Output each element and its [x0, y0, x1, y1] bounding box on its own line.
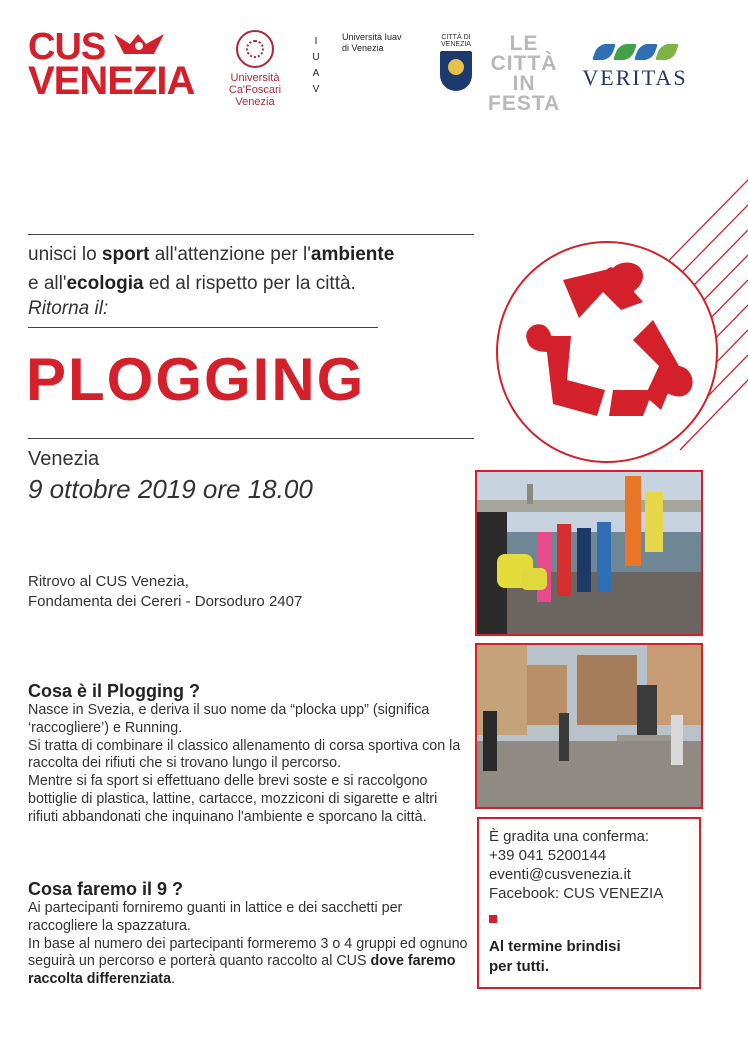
what-is-para1: Nasce in Svezia, e deriva il suo nome da “plocka upp” (significa ‘raccogliere’) e Running.: [28, 702, 430, 736]
plan-heading: Cosa faremo il 9 ?: [28, 879, 184, 899]
veritas-waves-icon: [580, 44, 690, 60]
what-is-section: [28, 680, 468, 827]
iuav-line2: di Venezia: [342, 43, 384, 53]
plan-para1: Ai partecipanti forniremo guanti in lattice e dei sacchetti per raccogliere la spazzatura.: [28, 900, 403, 934]
citta-in-festa-logo: [488, 34, 560, 114]
page-title: PLOGGING: [26, 346, 366, 413]
citta-di-venezia-logo: [436, 34, 476, 91]
plan-para2-text: In base al numero dei partecipanti formeremo 3 o 4 gruppi ed ognuno seguirà un percorso e porterà quanto raccolto al CUS: [28, 935, 468, 970]
veritas-wordmark: VERITAS: [582, 65, 688, 90]
veritas-logo: [580, 44, 690, 91]
ritorna-rule: [28, 327, 378, 328]
what-is-heading: Cosa è il Plogging ?: [28, 681, 201, 701]
contact-email[interactable]: eventi@cusvenezia.it: [489, 866, 631, 883]
contact-line1: È gradita una conferma:: [489, 828, 650, 845]
intro-bold-sport: sport: [101, 244, 150, 265]
group-photo: [475, 470, 703, 636]
cafoscari-line2: Ca'Foscari: [228, 84, 282, 96]
event-city: Venezia: [28, 448, 100, 470]
recycle-hearts-icon: [493, 240, 721, 464]
intro-text-segment: e all': [28, 273, 67, 294]
cafoscari-line3: Venezia: [235, 96, 275, 108]
cus-logo-line2: VENEZIA: [28, 59, 195, 103]
plan-section: [28, 878, 468, 989]
meeting-line2: Fondamenta dei Cereri - Dorsoduro 2407: [28, 593, 303, 610]
plan-para2-end: .: [171, 971, 176, 988]
iuav-logo: [342, 32, 402, 54]
intro-line1: [28, 240, 488, 269]
toast-line2: per tutti.: [489, 958, 549, 975]
iuav-letter: U: [312, 52, 320, 63]
intro-bold-ecologia: ecologia: [66, 273, 144, 294]
what-is-para2: Si tratta di combinare il classico allenamento di corsa sportiva con la raccolta dei rifiuti che si trovano lungo il percorso.: [28, 737, 461, 772]
cafoscari-logo: [215, 30, 295, 108]
iuav-line1: Università Iuav: [342, 32, 402, 42]
contact-phone[interactable]: +39 041 5200144: [489, 847, 607, 864]
toast-line1: Al termine brindisi: [489, 938, 621, 955]
title-rule: [28, 438, 474, 439]
intro-text: [28, 240, 488, 298]
meeting-point: [28, 572, 302, 612]
event-date: 9 ottobre 2019 ore 18.00: [28, 474, 313, 504]
iuav-letter: I: [314, 36, 318, 47]
plan-para2-bold: dove faremo raccolta differenziata: [28, 953, 456, 988]
cafoscari-seal-icon: [236, 30, 274, 68]
festa-line2: CITTÀ: [490, 52, 558, 75]
citta-line2: VENEZIA: [441, 41, 471, 48]
intro-text-segment: unisci lo: [28, 244, 102, 265]
top-rule: [28, 234, 474, 235]
intro-text-segment: all'attenzione per l': [149, 244, 311, 265]
intro-bold-ambiente: ambiente: [310, 244, 395, 265]
festa-line3: IN: [512, 72, 536, 95]
street-photo: [475, 643, 703, 809]
what-is-para3: Mentre si fa sport si effettuano delle brevi soste e si raccolgono bottiglie di plastica, lattine, cartacce, mozziconi di sigarette e altri rifiuti abbandonati che inquinano l'ambiente e sporcano la città.: [28, 773, 438, 825]
intro-line2: [28, 269, 488, 298]
festa-line1: LE: [509, 32, 539, 55]
cus-logo-line1: CUS: [28, 26, 106, 68]
meeting-line1: Ritrovo al CUS Venezia,: [28, 573, 189, 590]
citta-line1: CITTÀ DI: [441, 34, 471, 41]
intro-text-segment: ed al rispetto per la città.: [143, 273, 356, 294]
ritorna-label: Ritorna il:: [28, 298, 109, 319]
plan-para2: [28, 936, 468, 989]
festa-line4: FESTA: [488, 92, 561, 115]
red-square-bullet: [489, 915, 497, 923]
iuav-vertical-letters: [308, 34, 324, 98]
venezia-shield-icon: [440, 51, 472, 91]
cafoscari-line1: Università: [230, 72, 280, 84]
contact-box: [477, 817, 701, 989]
iuav-letter: V: [312, 84, 320, 95]
lion-emblem-icon: [110, 30, 168, 64]
contact-facebook[interactable]: Facebook: CUS VENEZIA: [489, 885, 664, 902]
iuav-letter: A: [312, 68, 320, 79]
